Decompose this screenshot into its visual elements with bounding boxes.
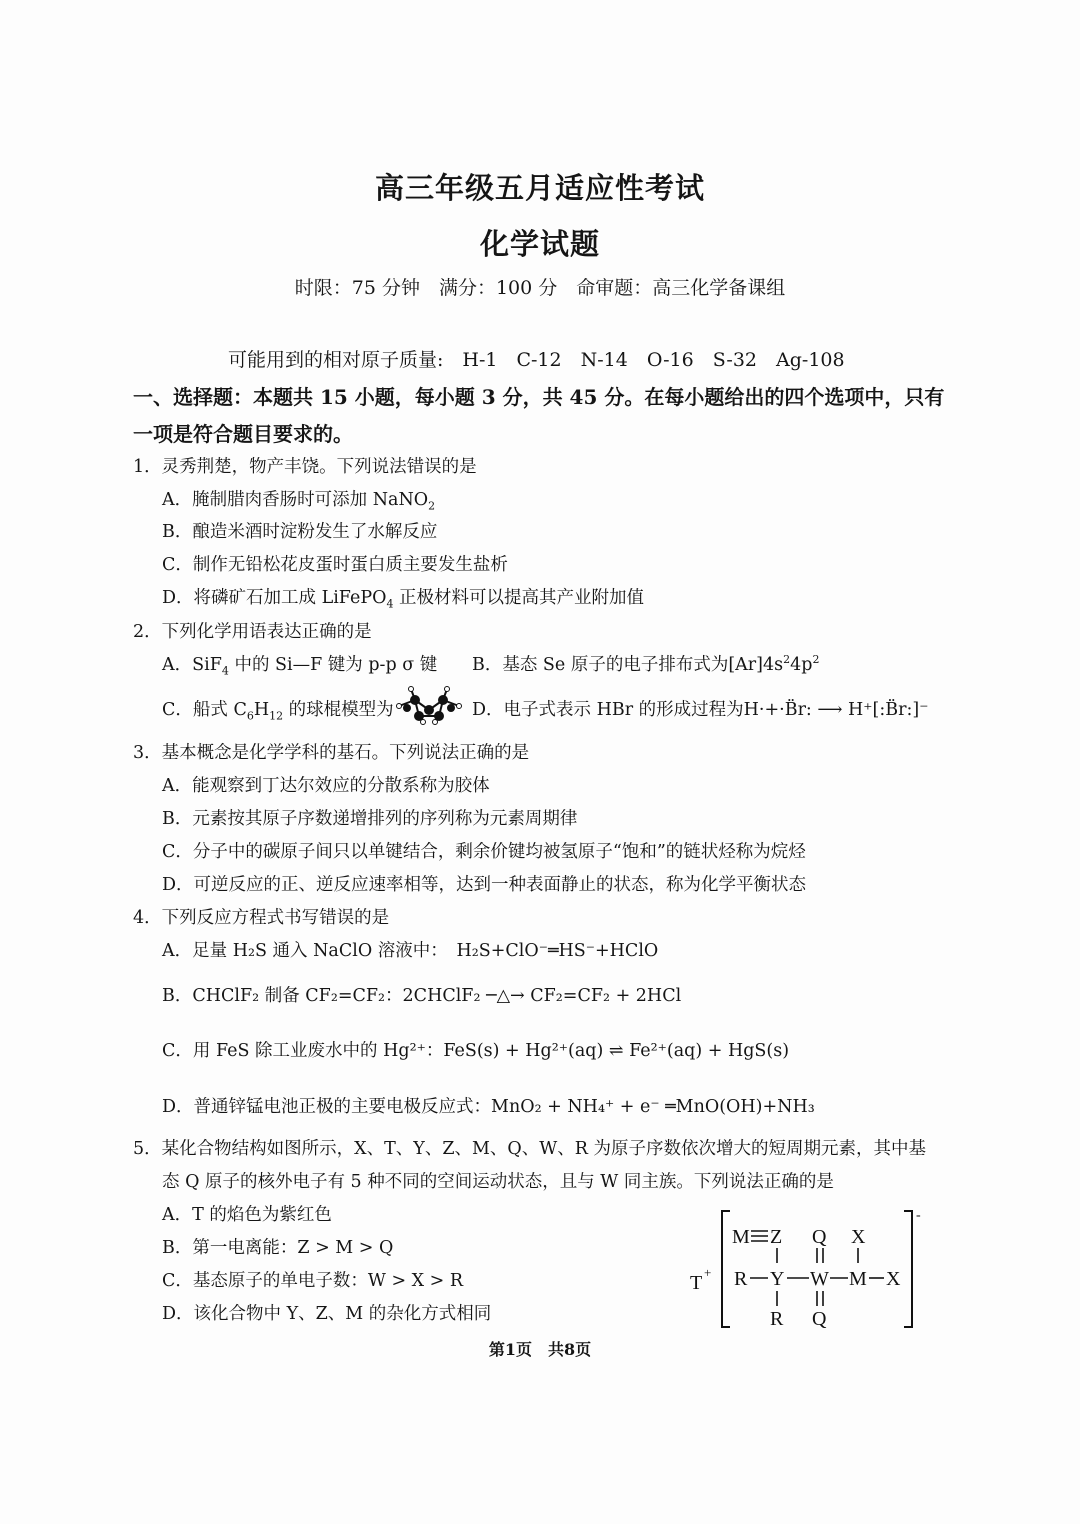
atom-m-mid: M xyxy=(849,1268,867,1290)
q3-stem: 3．基本概念是化学学科的基石。下列说法正确的是 xyxy=(133,743,530,763)
exam-meta: 时限：75 分钟 满分：100 分 命审题：高三化学备课组 xyxy=(294,277,786,299)
q4-option-a: A．足量 H₂S 通入 NaClO 溶液中： H₂S+ClO⁻═HS⁻+HClO xyxy=(162,941,659,961)
atom-x-right: X xyxy=(886,1268,901,1290)
atom-x-top: X xyxy=(851,1226,866,1248)
q1-option-a: A．腌制腊肉香肠时可添加 NaNO$_2$ xyxy=(162,490,436,513)
q4-stem: 4．下列反应方程式书写错误的是 xyxy=(133,908,390,928)
q5-stem-line2: 态 Q 原子的核外电子有 5 种不同的空间运动状态，且与 W 同主族。下列说法正确的是 xyxy=(162,1172,834,1192)
q4-option-c: C．用 FeS 除工业废水中的 Hg²⁺：FeS(s) + Hg²⁺(aq) ⇌ Fe²⁺(aq) + HgS(s) xyxy=(162,1041,790,1061)
q3-option-d: D．可逆反应的正、逆反应速率相等，达到一种表面静止的状态，称为化学平衡状态 xyxy=(162,875,807,895)
atom-y: Y xyxy=(770,1268,785,1290)
cation-charge: + xyxy=(704,1265,712,1280)
section-heading-line1: 一、选择题：本题共 15 小题，每小题 3 分，共 45 分。在每小题给出的四个选项中，只有 xyxy=(133,385,945,409)
q1-stem: 1．灵秀荆楚，物产丰饶。下列说法错误的是 xyxy=(133,457,477,477)
q3-option-c: C．分子中的碳原子间只以单键结合，剩余价键均被氢原子“饱和”的链状烃称为烷烃 xyxy=(162,842,806,862)
q5-option-d: D．该化合物中 Y、Z、M 的杂化方式相同 xyxy=(162,1304,492,1324)
atom-w: W xyxy=(810,1268,829,1290)
q3-option-a: A．能观察到丁达尔效应的分散系称为胶体 xyxy=(162,776,490,796)
anion-charge: - xyxy=(916,1208,921,1223)
atom-z-top: Z xyxy=(770,1226,783,1248)
q4-option-b: B．CHClF₂ 制备 CF₂=CF₂：2CHClF₂ ─△→ CF₂=CF₂ + 2HCl xyxy=(162,986,682,1006)
q5-option-c: C．基态原子的单电子数：W > X > R xyxy=(162,1271,464,1291)
q1-option-d: D．将磷矿石加工成 LiFePO$_4$ 正极材料可以提高其产业附加值 xyxy=(162,588,645,611)
cation-label: T xyxy=(690,1272,703,1294)
exam-title: 高三年级五月适应性考试 xyxy=(374,171,705,205)
section-heading-line2: 一项是符合题目要求的。 xyxy=(133,422,353,446)
q2-option-c: C．船式 $C_6H_{12}$ 的球棍模型为 xyxy=(162,700,394,723)
atom-r-bottom: R xyxy=(770,1308,784,1330)
q1-option-b: B．酿造米酒时淀粉发生了水解反应 xyxy=(162,522,438,542)
atomic-mass-line: 可能用到的相对原子质量: H-1 C-12 N-14 O-16 S-32 Ag-108 xyxy=(228,349,845,371)
atom-m-top: M xyxy=(732,1226,750,1248)
atom-q-bottom: Q xyxy=(812,1308,827,1330)
q3-option-b: B．元素按其原子序数递增排列的序列称为元素周期律 xyxy=(162,809,578,829)
q1-option-c: C．制作无铅松花皮蛋时蛋白质主要发生盐析 xyxy=(162,555,508,575)
q2-stem: 2．下列化学用语表达正确的是 xyxy=(133,622,372,642)
exam-subtitle: 化学试题 xyxy=(479,227,600,261)
page-footer: 第1页 共8页 xyxy=(488,1340,592,1359)
q2-option-a: A．SiF$_4$ 中的 Si—F 键为 p-p σ 键 xyxy=(162,655,438,678)
atom-q-top: Q xyxy=(812,1226,827,1248)
q2-option-b: B．基态 Se 原子的电子排布式为$[Ar]4s^24p^2$ xyxy=(472,653,820,675)
q4-option-d: D．普通锌锰电池正极的主要电极反应式：MnO₂ + NH₄⁺ + e⁻ ═MnO(OH)+NH₃ xyxy=(162,1097,815,1117)
q2-option-d: D．电子式表示 HBr 的形成过程为H·+·B̈r: ⟶ H⁺[:B̈r:]⁻ xyxy=(472,700,929,720)
atom-r-left: R xyxy=(734,1268,748,1290)
q5-stem-line1: 5．某化合物结构如图所示，X、T、Y、Z、M、Q、W、R 为原子序数依次增大的短周期元素，其中基 xyxy=(133,1139,926,1159)
compound-structure-diagram xyxy=(690,1205,940,1335)
ball-stick-model-image xyxy=(393,686,465,726)
q5-option-a: A．T 的焰色为紫红色 xyxy=(162,1205,332,1225)
q5-option-b: B．第一电离能：Z > M > Q xyxy=(162,1238,394,1258)
